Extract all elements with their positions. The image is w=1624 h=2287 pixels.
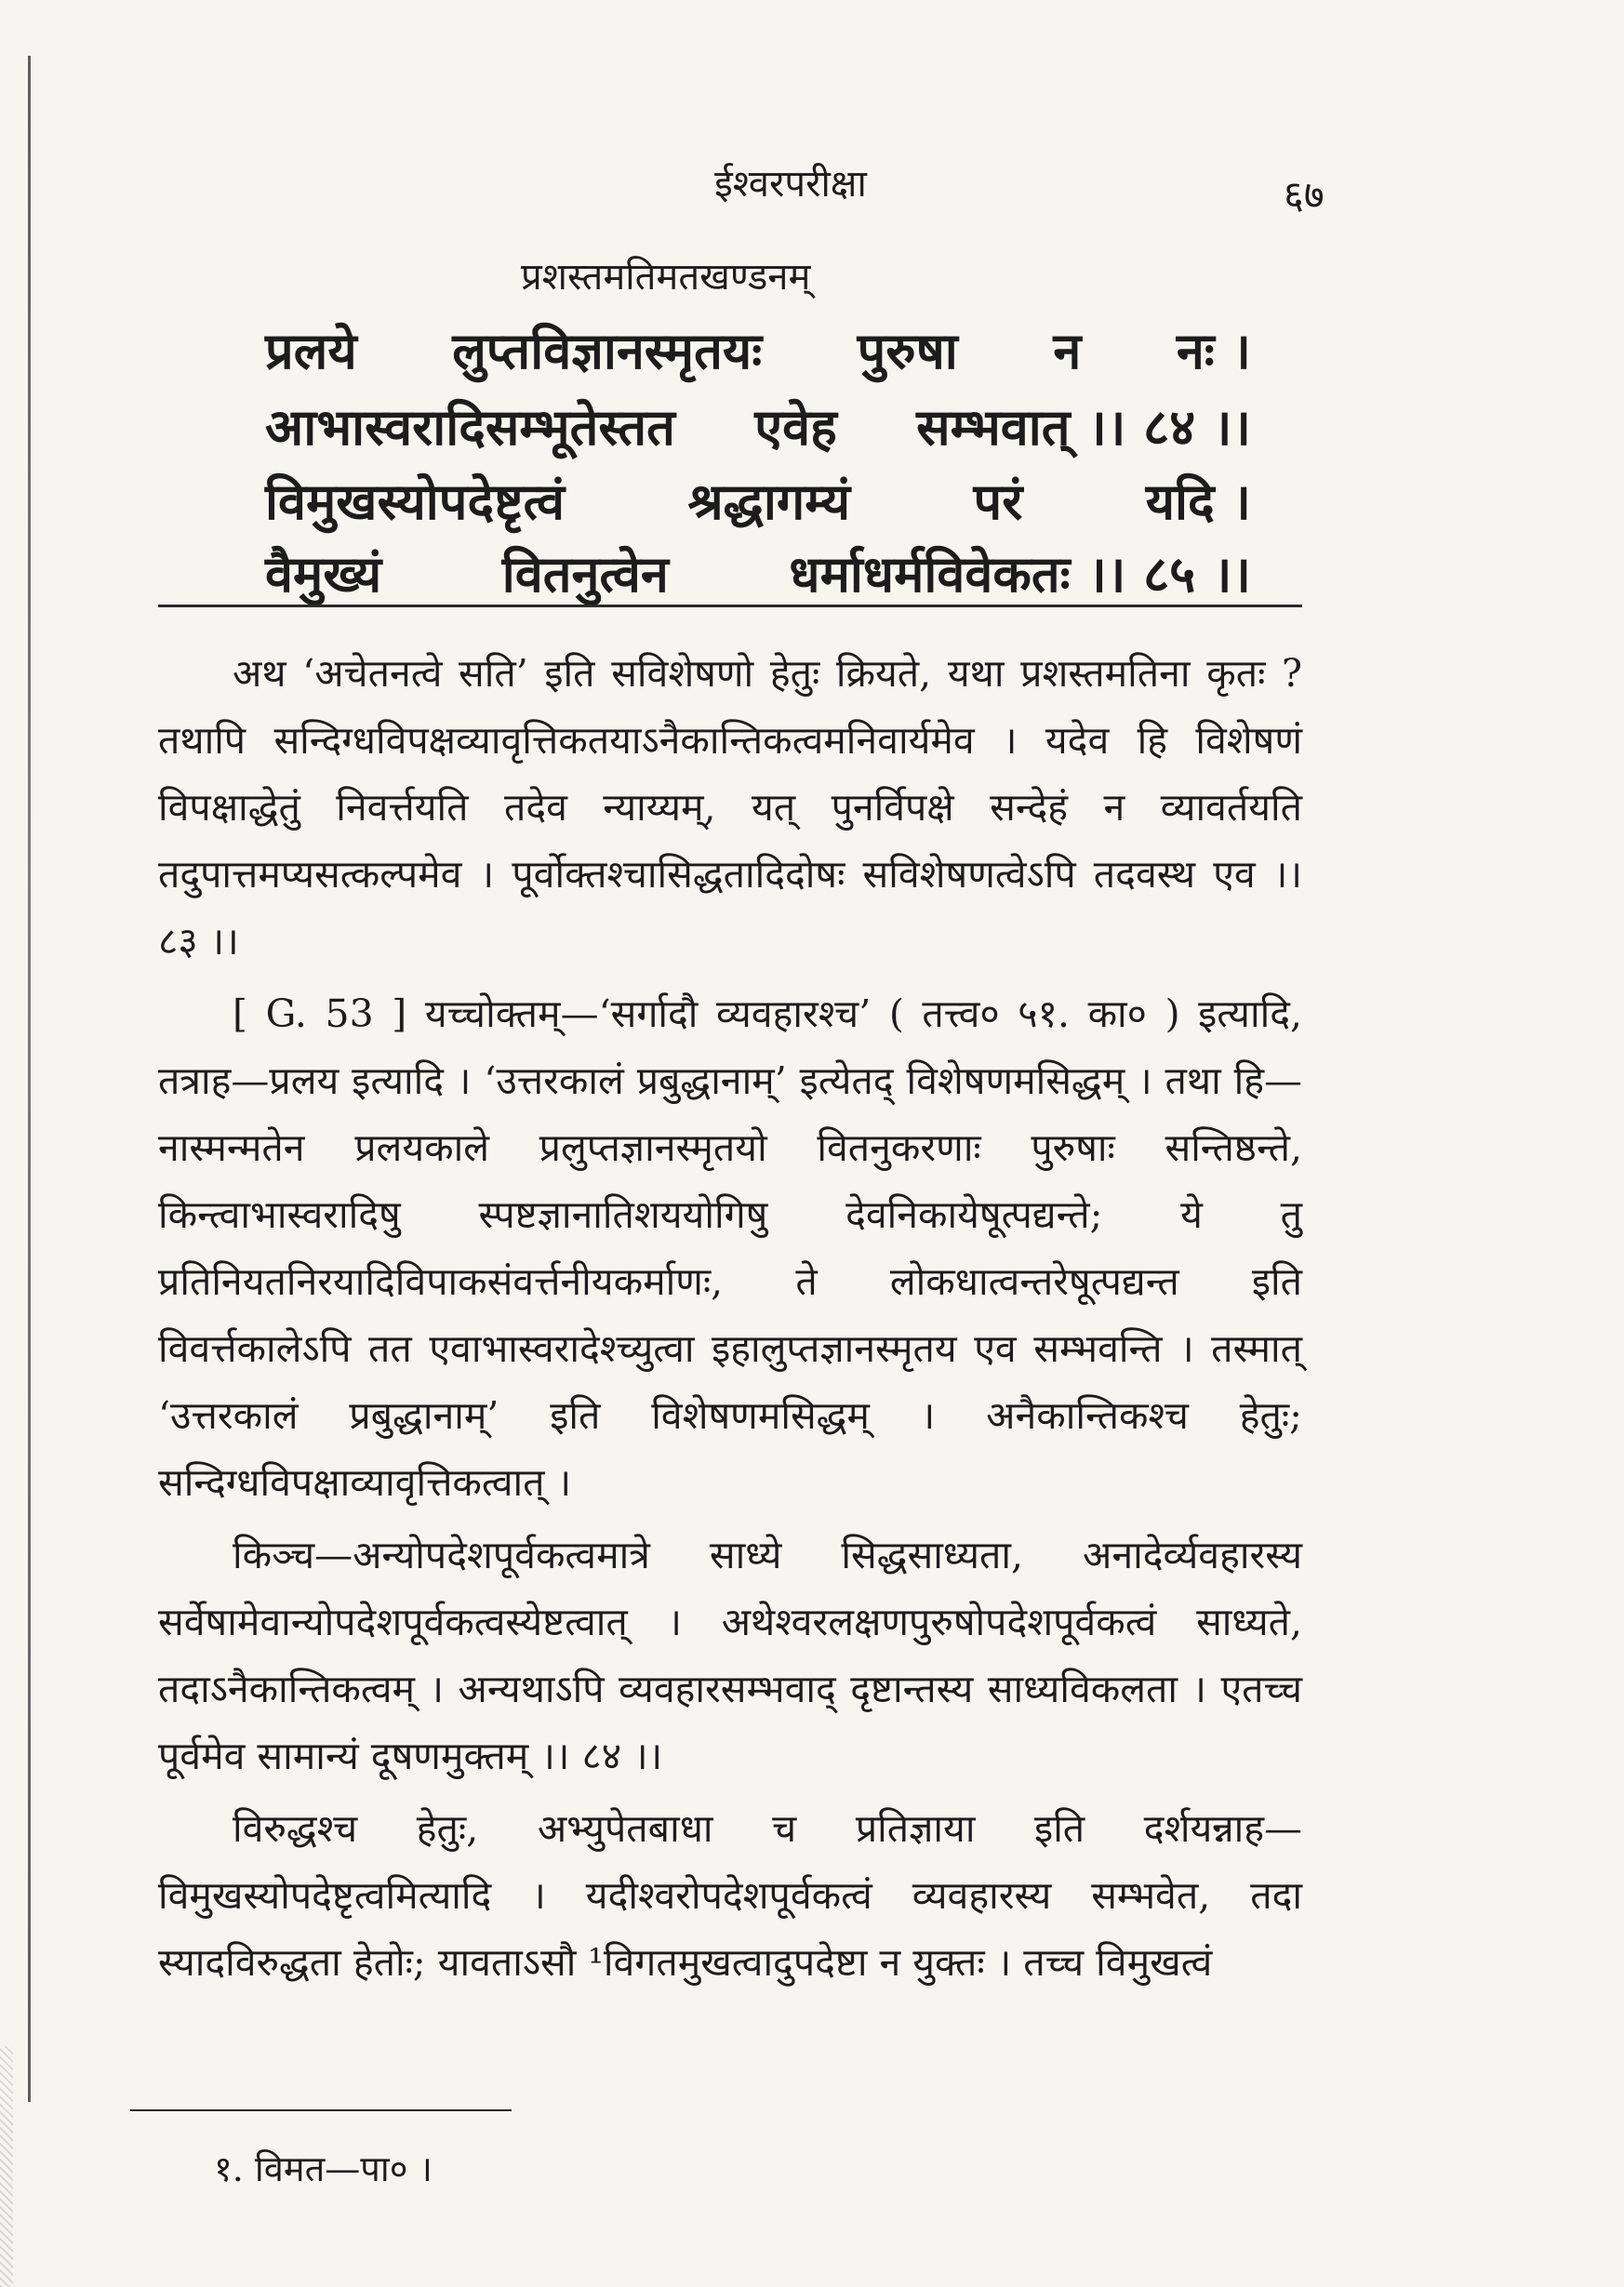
verse-segment: श्रद्धागम्यं (687, 472, 851, 531)
footnote-rule (130, 2109, 512, 2111)
verse-line-4 (265, 538, 1251, 606)
verse-divider-rule (158, 605, 1302, 607)
commentary-paragraph: अथ ‘अचेतनत्वे सति’ इति सविशेषणो हेतुः क्रियते, यथा प्रशस्तमतिना कृतः ? तथापि सन्दिग्धविपक्षव्यावृत्तिकतयाऽनैकान्तिकत्वमनिवार्यमेव । यदेव हि विशेषणं विपक्षाद्धेतुं निवर्त्तयति तदेव न्याय्यम्, यत् पुनर्विपक्षे सन्देहं न व्यावर्तयति तदुपात्तमप्यसत्कल्पमेव । पूर्वोक्तश्चासिद्धतादिदोषः सविशेषणत्वेऽपि तदवस्थ एव ।। ८३ ।। (158, 651, 1302, 964)
verse-segment: लुप्तविज्ञानस्मृतयः (452, 321, 763, 380)
verse-segment: धर्माधर्मविवेकतः ।। ८५ ।। (789, 544, 1251, 604)
verse-segment: यदि । (1145, 472, 1251, 531)
commentary-body (158, 640, 1302, 2001)
verse-segment: वैमुख्यं (265, 544, 382, 604)
verse-segment: पुरुषा (857, 321, 958, 380)
running-head: ईश्वरपरीक्षा (714, 163, 867, 206)
verse-line-2 (265, 391, 1251, 459)
verse-segment: नः । (1176, 321, 1251, 380)
verse-segment: सम्भवात् ।। ८४ ।। (916, 397, 1251, 457)
section-title: प्रशस्तमतिमतखण्डनम् (521, 256, 811, 299)
footnote: १. विमत—पा० । (214, 2148, 433, 2189)
verse-segment: परं (973, 472, 1023, 531)
verse-line-3 (265, 465, 1251, 534)
page-number: ६७ (1284, 172, 1324, 218)
verse-segment: प्रलये (265, 321, 357, 380)
verse-segment: वितनुत्वेन (501, 544, 669, 604)
verse-line-1 (265, 314, 1251, 383)
scan-page-edge (28, 56, 31, 2102)
commentary-paragraph: [ G. 53 ] यच्चोक्तम्—‘सर्गादौ व्यवहारश्च’ ( तत्त्व० ५१. का० ) इत्यादि, तत्राह—प्रलय इत्यादि । ‘उत्तरकालं प्रबुद्धानाम्’ इत्येतद् विशेषणमसिद्धम् । तथा हि—नास्मन्मतेन प्रलयकाले प्रलुप्तज्ञानस्मृतयो वितनुकरणाः पुरुषाः सन्तिष्ठन्ते, किन्त्वाभास्वरादिषु स्पष्टज्ञानातिशययोगिषु देवनिकायेषूत्पद्यन्ते; ये तु प्रतिनियतनिरयादिविपाकसंवर्त्तनीयकर्माणः, ते लोकधात्वन्तरेषूत्पद्यन्त इति विवर्त्तकालेऽपि तत एवाभास्वरादेश्च्युत्वा इहालुप्तज्ञानस्मृतय एव सम्भवन्ति । तस्मात् ‘उत्तरकालं प्रबुद्धानाम्’ इति विशेषणमसिद्धम् । अनैकान्तिकश्च हेतुः; सन्दिग्धविपक्षाव्यावृत्तिकत्वात् । (158, 991, 1302, 1505)
verse-segment: विमुखस्योपदेष्टृत्वं (265, 472, 566, 531)
verse-segment: न (1053, 321, 1082, 380)
commentary-paragraph: किञ्च—अन्योपदेशपूर्वकत्वमात्रे साध्ये सिद्धसाध्यता, अनादेर्व्यवहारस्य सर्वेषामेवान्योपदेशपूर्वकत्वस्येष्टत्वात् । अथेश्वरलक्षणपुरुषोपदेशपूर्वकत्वं साध्यते, तदाऽनैकान्तिकत्वम् । अन्यथाऽपि व्यवहारसम्भवाद् दृष्टान्तस्य साध्यविकलता । एतच्च पूर्वमेव सामान्यं दूषणमुक्तम् ।। ८४ ।। (158, 1533, 1302, 1778)
scan-speckle (0, 2046, 13, 2287)
commentary-paragraph: विरुद्धश्च हेतुः, अभ्युपेतबाधा च प्रतिज्ञाया इति दर्शयन्नाह—विमुखस्योपदेष्टृत्वमित्यादि । यदीश्वरोपदेशपूर्वकत्वं व्यवहारस्य सम्भवेत, तदा स्यादविरुद्धता हेतोः; यावताऽसौ ¹विगतमुखत्वादुपदेष्टा न युक्तः । तच्च विमुखत्वं (158, 1806, 1302, 1985)
verse-segment: एवेह (754, 397, 837, 457)
verse-segment: आभास्वरादिसम्भूतेस्तत (265, 397, 675, 457)
